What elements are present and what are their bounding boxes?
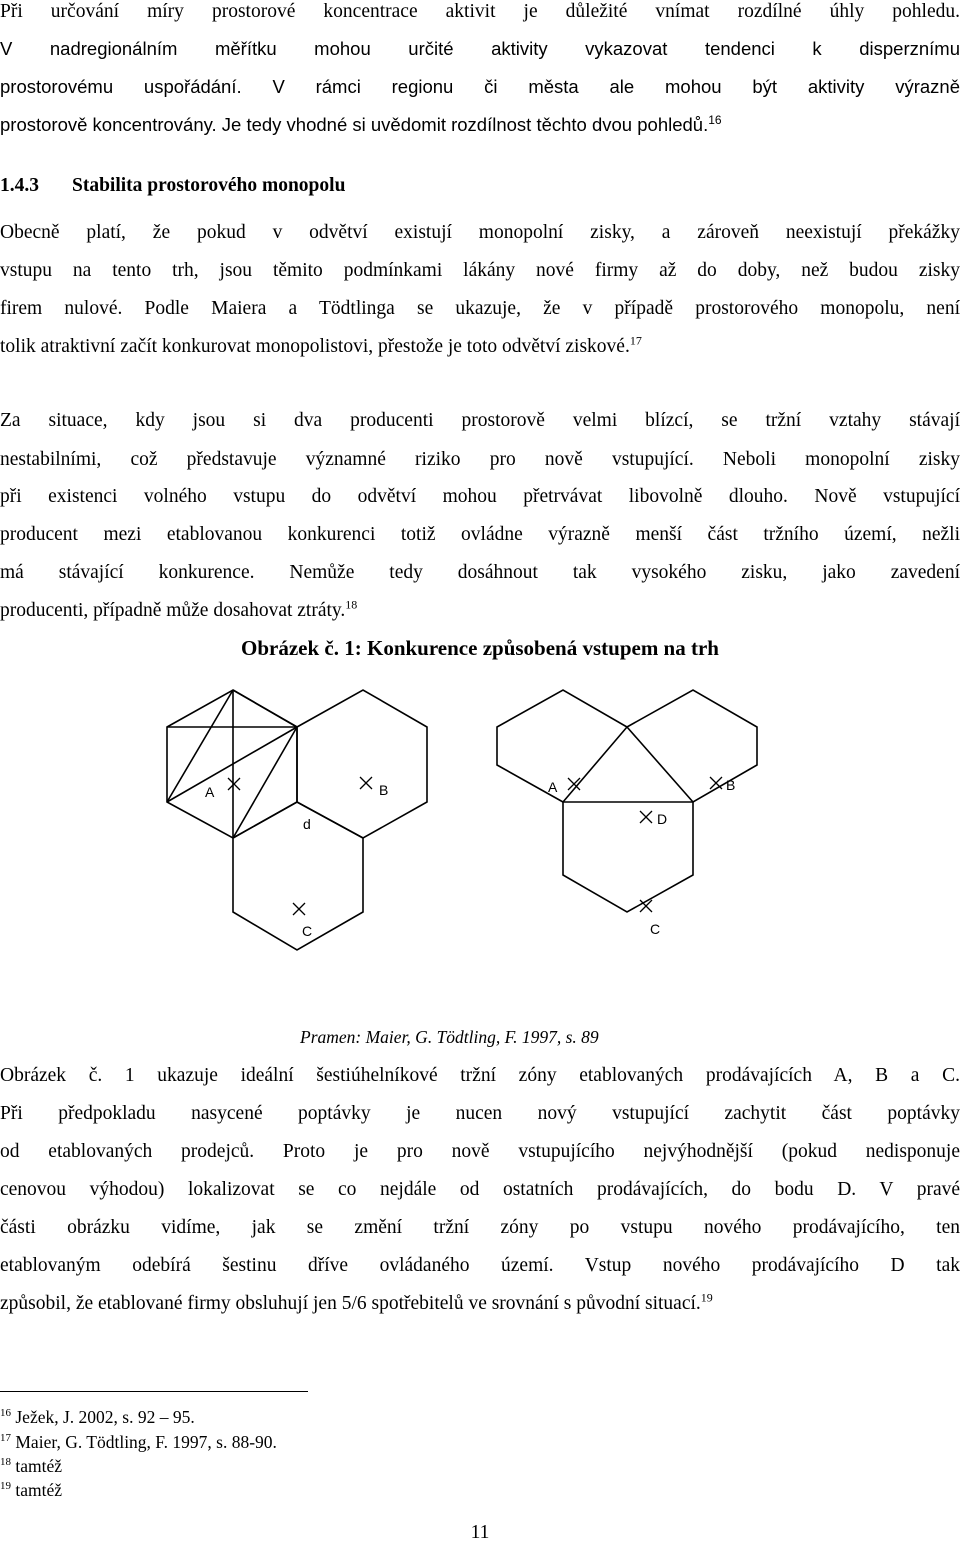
footnote-19: $^{19}$ tamtéž (0, 1480, 63, 1500)
right-zone-c (563, 802, 693, 912)
right-label-c: C (650, 921, 661, 937)
right-marker-d (640, 811, 652, 823)
page-number: 11 (470, 1522, 490, 1543)
left-label-b: B (379, 782, 389, 798)
left-zone-line (167, 727, 297, 802)
para1-line-1: Obecně platí, že pokud v odvětví existují monopolní zisky, a zároveň neexistují překážky (0, 222, 960, 243)
section-title: Stabilita prostorového monopolu (72, 175, 346, 196)
footnote-separator (0, 1391, 308, 1392)
footnote-16: $^{16}$ Ježek, J. 2002, s. 92 – 95. (0, 1407, 195, 1427)
para2-line-4: producent mezi etablovanou konkurenci totiž ovládne výrazně menší část tržního území, nežli (0, 524, 960, 545)
para2-line-2: nestabilními, což představuje významné riziko pro nově vstupující. Neboli monopolní zisky (0, 449, 960, 470)
para3-line-7: způsobil, že etablované firmy obsluhují jen 5/6 spotřebitelů ve srovnání s původní situací.$^{19}$ (0, 1290, 713, 1314)
left-zone-line (167, 690, 233, 802)
left-label-d: d (303, 816, 311, 832)
left-hexagon-b (297, 690, 427, 838)
figure-caption: Obrázek č. 1: Konkurence způsobená vstupem na trh (241, 636, 719, 660)
section-number: 1.4.3 (0, 175, 39, 196)
footnote-ref-17: 17 (629, 333, 642, 348)
intro-line-1: Při určování míry prostorové koncentrace aktivit je důležité vnímat rozdílné úhly pohledu. (0, 1, 960, 22)
left-label-a: A (205, 784, 215, 800)
para3-line-6: etablovaným odebírá šestinu dříve ovládaného území. Vstup nového prodávajícího D tak (0, 1255, 960, 1276)
para1-line-3: firem nulové. Podle Maiera a Tödtlinga se ukazuje, že v případě prostorového monopolu, není (0, 298, 960, 319)
intro-line-4: prostorově koncentrovány. Je tedy vhodné si uvědomit rozdílnost těchto dvou pohledů.$^{16}$ (0, 112, 722, 135)
left-marker-a (228, 778, 240, 790)
left-zone-line (233, 690, 297, 727)
para2-line-6: producenti, případně může dosahovat ztráty.$^{18}$ (0, 597, 358, 621)
right-zone-b (627, 690, 757, 802)
para3-line-1: Obrázek č. 1 ukazuje ideální šestiúhelníkové tržní zóny etablovaných prodávajících A, B a C. (0, 1065, 960, 1086)
para2-line-5: má stávající konkurence. Nemůže tedy dosáhnout tak vysokého zisku, jako zavedení (0, 562, 960, 583)
left-marker-c (293, 903, 305, 915)
left-marker-b (360, 777, 372, 789)
left-hexagon-c (233, 802, 363, 950)
footnote-18: $^{18}$ tamtéž (0, 1456, 63, 1476)
para3-line-4: cenovou výhodou) lokalizovat se co nejdále od ostatních prodávajících, do bodu D. V pravé (0, 1179, 960, 1200)
right-zone-a (497, 690, 627, 802)
left-label-c: C (302, 923, 313, 939)
intro-line-3: prostorovému uspořádání. V rámci regionu či města ale mohou být aktivity výrazně (0, 76, 960, 97)
footnote-ref-19: 19 (700, 1290, 713, 1305)
footnote-ref-18: 18 (345, 597, 358, 612)
figure-source: Pramen: Maier, G. Tödtling, F. 1997, s. 89 (300, 1027, 599, 1047)
footnote-17: $^{17}$ Maier, G. Tödtling, F. 1997, s. 88-90. (0, 1432, 277, 1452)
right-label-a: A (548, 779, 558, 795)
para3-line-3: od etablovaných prodejců. Proto je pro nově vstupujícího nejvýhodnější (pokud nedisponuje (0, 1141, 960, 1162)
para1-line-4: tolik atraktivní začít konkurovat monopolistovi, přestože je toto odvětví ziskové.$^{17}$ (0, 333, 642, 357)
footnote-ref-16: 16 (708, 112, 722, 127)
para1-line-2: vstupu na tento trh, jsou těmito podmínkami lákány nové firmy až do doby, než budou zisky (0, 260, 960, 281)
right-label-b: B (726, 777, 736, 793)
intro-line-2: V nadregionálním měřítku mohou určité aktivity vykazovat tendenci k disperznímu (0, 38, 960, 59)
right-label-d: D (657, 811, 668, 827)
para3-line-5: části obrázku vidíme, jak se změní tržní zóny po vstupu nového prodávajícího, ten (0, 1217, 960, 1238)
para3-line-2: Při předpokladu nasycené poptávky je nucen nový vstupující zachytit část poptávky (0, 1103, 960, 1124)
right-marker-b (710, 777, 722, 789)
para2-line-1: Za situace, kdy jsou si dva producenti prostorově velmi blízcí, se tržní vztahy stávají (0, 410, 960, 431)
left-zone-line (233, 727, 297, 838)
para2-line-3: při existenci volného vstupu do odvětví mohou přetrvávat libovolně dlouho. Nově vstupující (0, 486, 960, 507)
